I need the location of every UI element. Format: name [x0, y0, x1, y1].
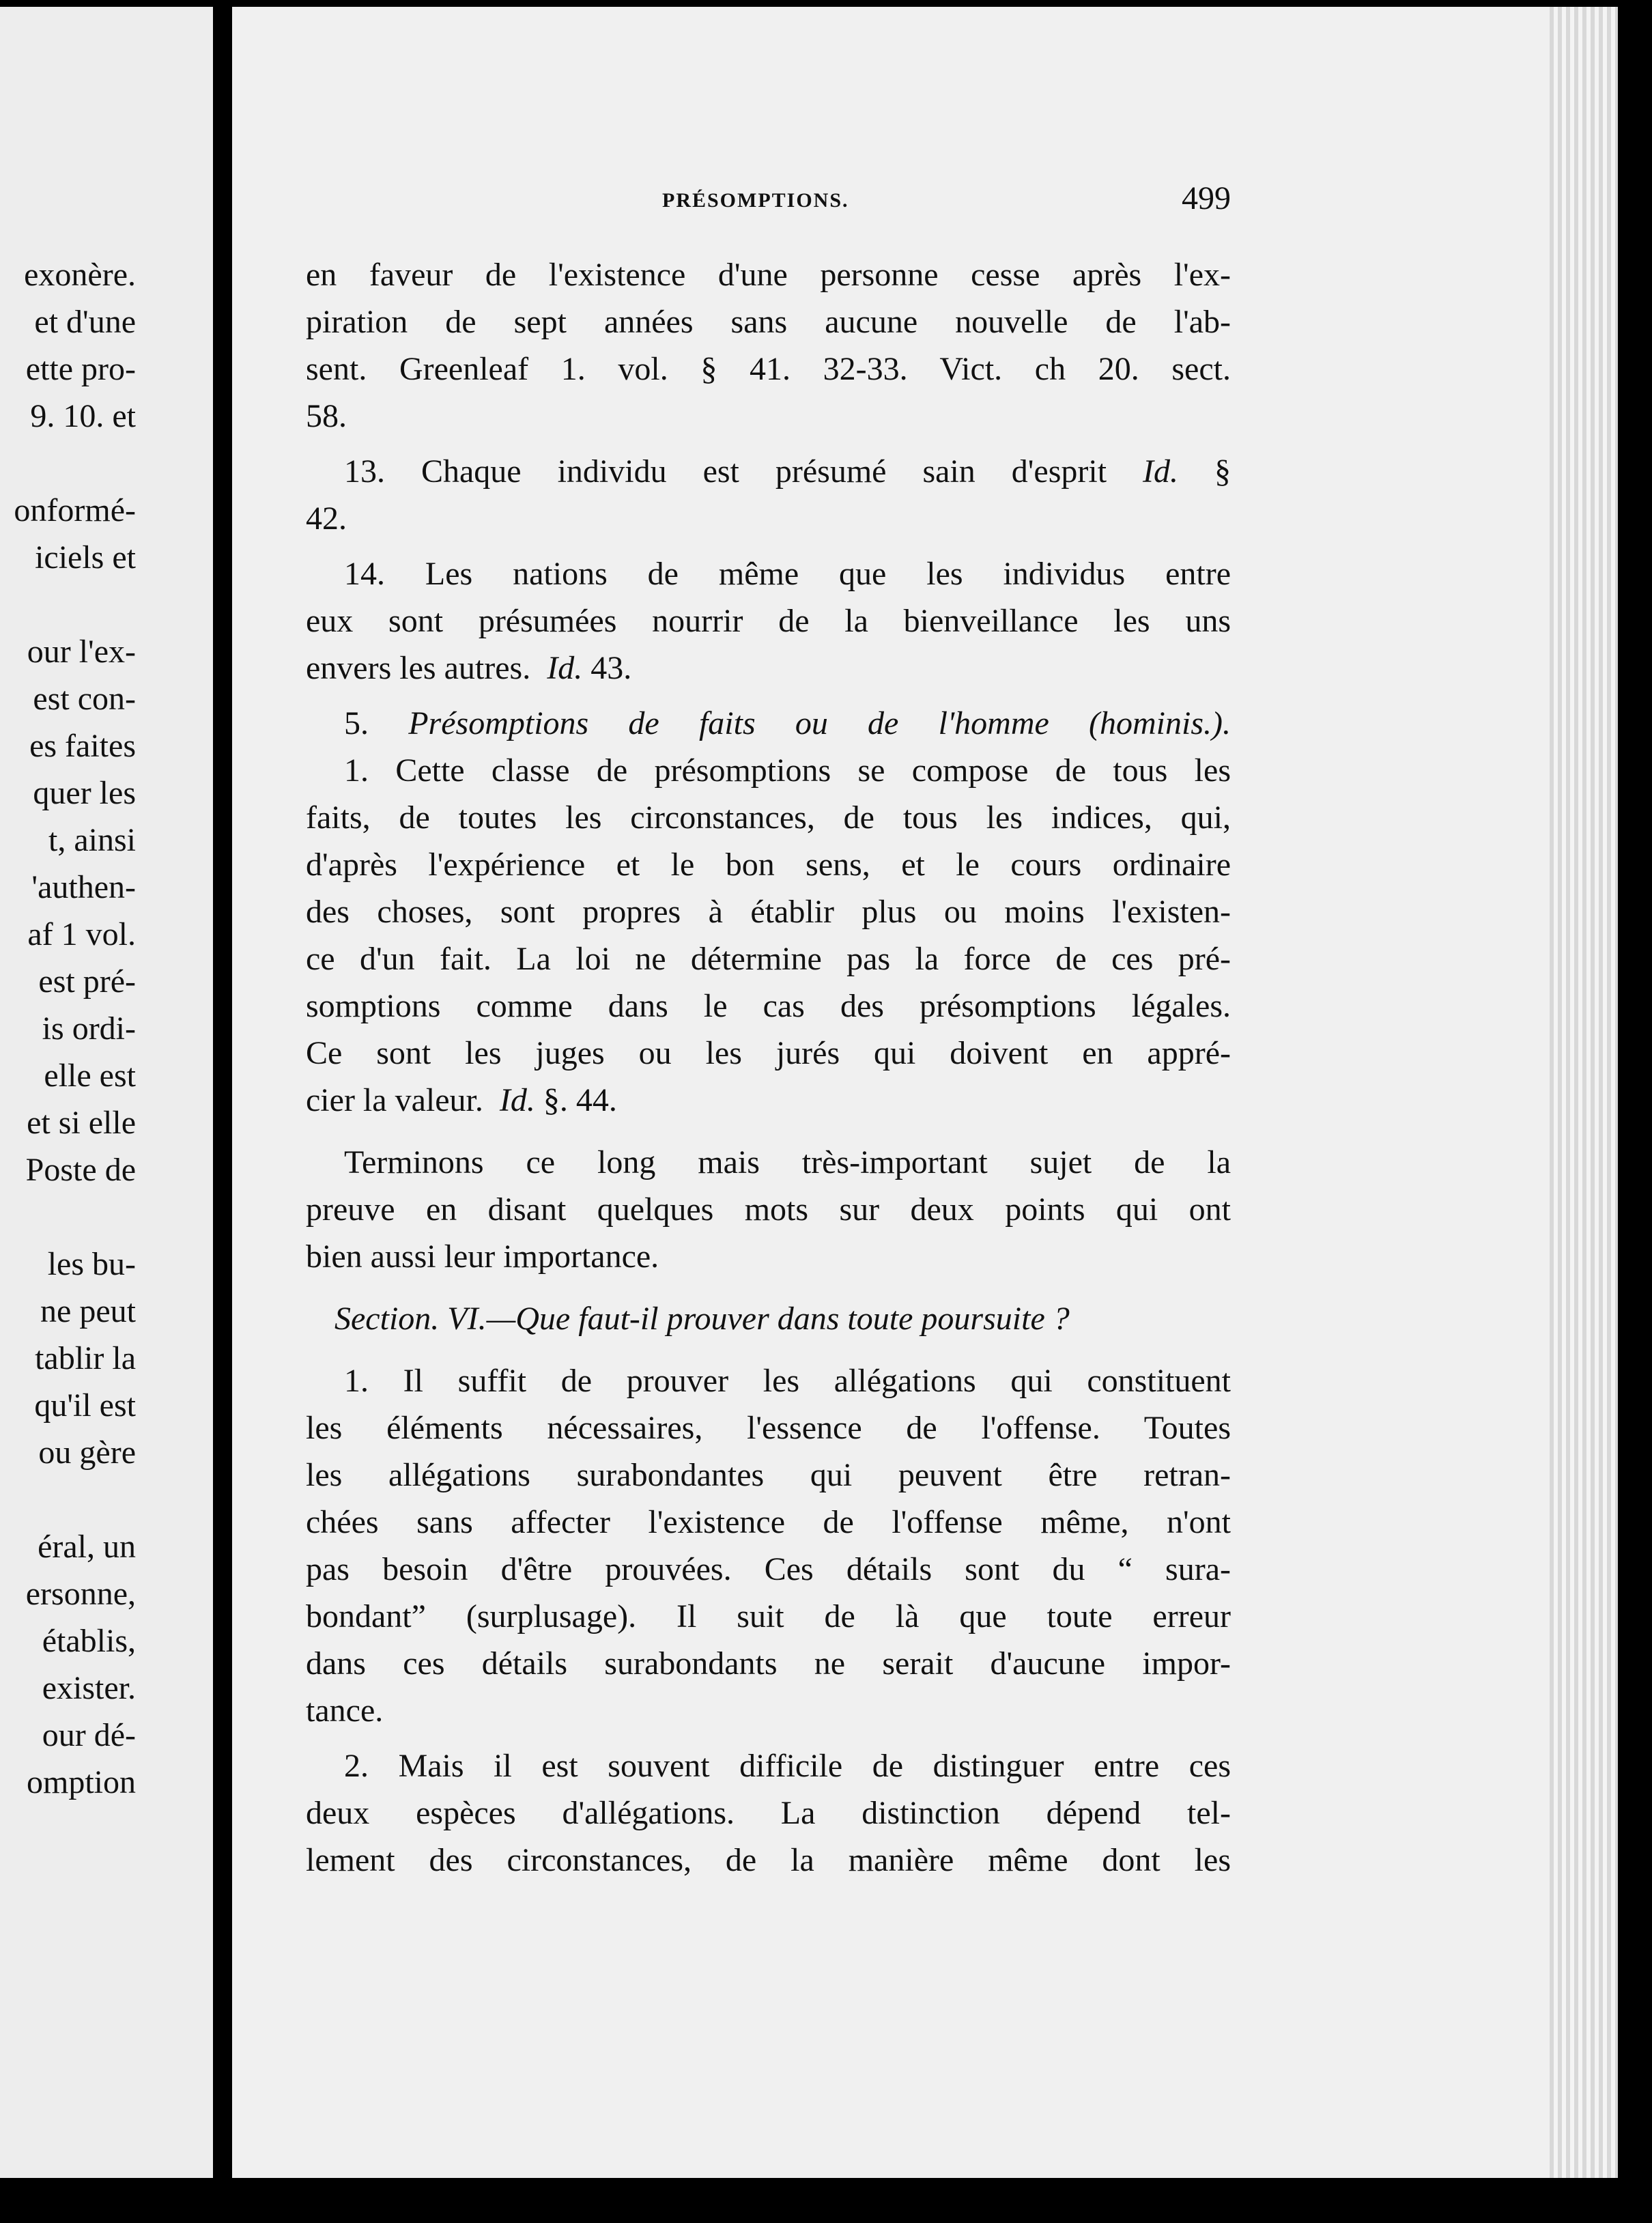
previous-page-line: exister. — [42, 1670, 136, 1706]
previous-page-line: éral, un — [38, 1529, 136, 1565]
text-line: 58. — [306, 398, 347, 434]
scan-border-bottom — [0, 2178, 1652, 2223]
text-line: d'après l'expérience et le bon sens, et le cours ordinaire — [306, 847, 1231, 883]
previous-page-line: et d'une — [34, 304, 136, 340]
previous-page-line — [14, 581, 136, 628]
paragraph-continuation — [306, 251, 1231, 440]
paragraph-5-1 — [306, 747, 1231, 1124]
text-line: deux espèces d'allégations. La distinction dépend tel- — [306, 1795, 1231, 1831]
text-line: 2. Mais il est souvent difficile de distinguer entre ces — [344, 1748, 1231, 1784]
previous-page-line — [14, 440, 136, 487]
previous-page-text — [14, 251, 136, 1806]
paragraph-14 — [306, 550, 1231, 692]
text-line: les éléments nécessaires, l'essence de l'offense. Toutes — [306, 1410, 1231, 1446]
previous-page-line: omption — [26, 1764, 136, 1800]
previous-page-line: onformé- — [14, 492, 136, 528]
text-line — [306, 1077, 1231, 1124]
text-line: bondant” (surplusage). Il suit de là que toute erreur — [306, 1598, 1231, 1634]
previous-page-line: af 1 vol. — [27, 916, 136, 952]
previous-page-fragment — [0, 7, 213, 2205]
previous-page-line: t, ainsi — [48, 822, 136, 858]
paragraph-text: 13. Chaque individu est présumé sain d'esprit — [344, 453, 1107, 490]
previous-page-line: our l'ex- — [27, 634, 136, 670]
text-line: piration de sept années sans aucune nouvelle de l'ab- — [306, 304, 1231, 340]
previous-page-line: ou gère — [38, 1434, 136, 1471]
paragraph-6-2 — [306, 1742, 1231, 1884]
text-line: 14. Les nations de même que les individus entre — [344, 556, 1231, 592]
citation-number: 43. — [590, 650, 632, 686]
previous-page-line: Poste de — [25, 1152, 136, 1188]
page-body — [306, 251, 1231, 1884]
page-number: 499 — [1182, 180, 1231, 216]
previous-page-line — [14, 1476, 136, 1523]
previous-page-line: 'authen- — [31, 869, 136, 905]
text-line — [306, 448, 1231, 495]
text-line: des choses, sont propres à établir plus ou moins l'existen- — [306, 894, 1231, 930]
previous-page-line: ersonne, — [25, 1576, 136, 1612]
previous-page-line: est pré- — [38, 963, 136, 1000]
book-gutter — [213, 0, 232, 2223]
text-line: sent. Greenleaf 1. vol. § 41. 32-33. Vict. ch 20. sect. — [306, 351, 1231, 387]
text-line: en faveur de l'existence d'une personne cesse après l'ex- — [306, 257, 1231, 293]
citation-ref: Id. — [1143, 453, 1179, 490]
previous-page-line: elle est — [44, 1058, 136, 1094]
scan-border-right — [1618, 0, 1652, 2223]
paragraph-text: envers les autres. — [306, 650, 531, 686]
text-line: somptions comme dans le cas des présomptions légales. — [306, 988, 1231, 1024]
text-line: bien aussi leur importance. — [306, 1238, 659, 1275]
previous-page-line: is ordi- — [42, 1010, 136, 1047]
paragraph-conclusion — [306, 1139, 1231, 1280]
citation-ref: Id. — [499, 1082, 535, 1118]
subsection-latin: (hominis.). — [1089, 705, 1231, 741]
previous-page-line: et si elle — [27, 1105, 136, 1141]
paragraph-13 — [306, 448, 1231, 542]
section-sign: § — [1214, 453, 1231, 490]
citation-ref: Id. — [547, 650, 583, 686]
subsection-heading — [306, 700, 1231, 747]
text-line — [306, 645, 1231, 692]
text-line: ce d'un fait. La loi ne détermine pas la force de ces pré- — [306, 941, 1231, 977]
text-line: preuve en disant quelques mots sur deux points qui ont — [306, 1191, 1231, 1228]
text-line: Ce sont les juges ou les jurés qui doivent en appré- — [306, 1035, 1231, 1071]
running-head — [306, 180, 1231, 221]
running-title: PRÉSOMPTIONS. — [662, 189, 849, 212]
text-line: tance. — [306, 1693, 384, 1729]
text-line: dans ces détails surabondants ne serait d'aucune impor- — [306, 1645, 1231, 1682]
text-line: chées sans affecter l'existence de l'offense même, n'ont — [306, 1504, 1231, 1540]
previous-page-line: quer les — [33, 775, 136, 811]
citation-number: §. 44. — [543, 1082, 617, 1118]
page-edges — [1550, 7, 1618, 2178]
text-line: 1. Il suffit de prouver les allégations qui constituent — [344, 1363, 1231, 1399]
text-line: les allégations surabondantes qui peuvent être retran- — [306, 1457, 1231, 1493]
previous-page-line: établis, — [42, 1623, 136, 1659]
text-line: Terminons ce long mais très-important sujet de la — [344, 1144, 1231, 1180]
previous-page-line: ne peut — [40, 1293, 136, 1329]
section-heading: Section. VI.—Que faut-il prouver dans toute poursuite ? — [334, 1301, 1070, 1337]
text-line: 42. — [306, 500, 347, 537]
previous-page-line: es faites — [29, 728, 136, 764]
previous-page-line: qu'il est — [34, 1387, 136, 1424]
previous-page-line: les bu- — [47, 1246, 136, 1282]
previous-page-line: tablir la — [35, 1340, 136, 1376]
text-line: 1. Cette classe de présomptions se compose de tous les — [344, 752, 1231, 789]
previous-page-line: est con- — [33, 681, 136, 717]
paragraph-6-1 — [306, 1357, 1231, 1734]
subsection-title: Présomptions de faits ou de l'homme — [408, 705, 1049, 741]
text-line: pas besoin d'être prouvées. Ces détails sont du “ sura- — [306, 1551, 1231, 1587]
previous-page-line: ette pro- — [25, 351, 136, 387]
text-line: faits, de toutes les circonstances, de tous les indices, qui, — [306, 799, 1231, 836]
previous-page-line: exonère. — [24, 257, 136, 293]
previous-page-line: our dé- — [42, 1717, 136, 1753]
subsection-number: 5. — [344, 705, 369, 741]
text-line: eux sont présumées nourrir de la bienveillance les uns — [306, 603, 1231, 639]
previous-page-line: 9. 10. et — [30, 398, 136, 434]
paragraph-text: cier la valeur. — [306, 1082, 483, 1118]
text-line: lement des circonstances, de la manière même dont les — [306, 1842, 1231, 1878]
previous-page-line — [14, 1193, 136, 1241]
previous-page-line: iciels et — [35, 539, 136, 576]
